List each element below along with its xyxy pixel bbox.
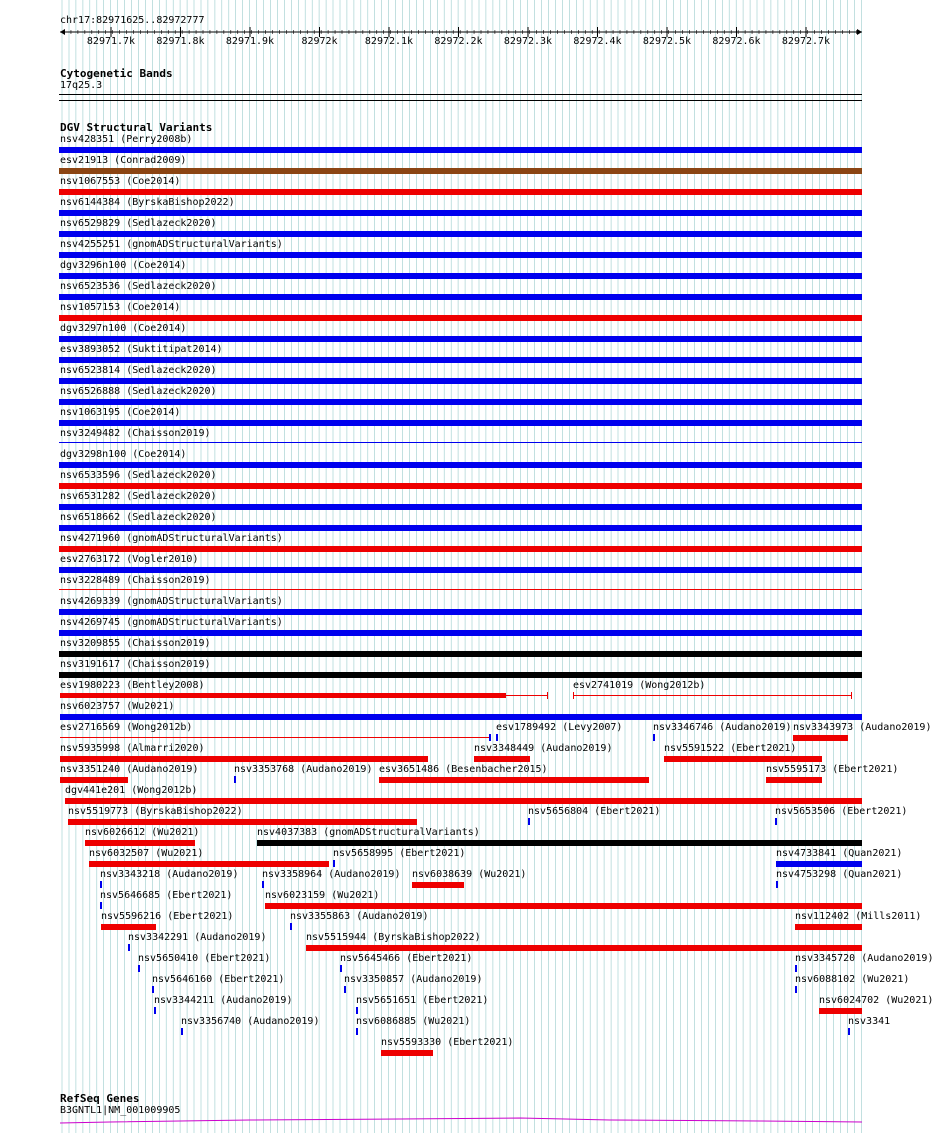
variant-label[interactable]: nsv3249482 (Chaisson2019) [60,428,211,439]
variant-bar[interactable] [290,923,292,930]
variant-label[interactable]: nsv428351 (Perry2008b) [60,134,193,145]
ruler-tick-label: 82971.8k [156,36,205,47]
variant-bar[interactable] [356,1028,358,1035]
variant-bar[interactable] [795,986,797,993]
variant-label[interactable]: nsv6038639 (Wu2021) [412,869,527,880]
variant-bar[interactable] [59,252,862,258]
variant-label[interactable]: dgv3297n100 (Coe2014) [60,323,187,334]
variant-label[interactable]: nsv4269745 (gnomADStructuralVariants) [60,617,283,628]
variant-bar[interactable] [101,924,156,930]
variant-bar[interactable] [59,357,862,363]
variant-bar[interactable] [100,881,102,888]
refseq-gene-model[interactable] [0,1115,890,1125]
variant-label[interactable]: nsv112402 (Mills2011) [795,911,922,922]
cytoband-label: 17q25.3 [60,80,103,91]
variant-label[interactable]: esv3893052 (Suktitipat2014) [60,344,223,355]
variant-label[interactable]: nsv1067553 (Coe2014) [60,176,181,187]
variant-bar[interactable] [59,378,862,384]
variant-bar[interactable] [234,776,236,783]
variant-label[interactable]: nsv6523814 (Sedlazeck2020) [60,365,217,376]
variant-bar[interactable] [793,735,848,741]
variant-label[interactable]: nsv3209855 (Chaisson2019) [60,638,211,649]
variant-bar[interactable] [59,336,862,342]
variant-label[interactable]: nsv5646685 (Ebert2021) [100,890,233,901]
variant-bar[interactable] [795,965,797,972]
variant-label[interactable]: esv1980223 (Bentley2008) [60,680,205,691]
variant-bar[interactable] [528,818,530,825]
variant-bar[interactable] [489,734,491,741]
variant-label[interactable]: nsv3353768 (Audano2019) [234,764,373,775]
variant-bar[interactable] [59,651,862,657]
track-divider [59,100,862,101]
variant-label[interactable]: nsv4037383 (gnomADStructuralVariants) [257,827,480,838]
ruler-tick-label: 82972.1k [364,36,414,47]
variant-bar[interactable] [128,944,130,951]
variant-bar[interactable] [848,1028,850,1035]
variant-label[interactable]: nsv3356740 (Audano2019) [181,1016,320,1027]
ruler-right-arrow [857,29,862,35]
refseq-gene-line [60,1118,862,1123]
variant-bar[interactable] [138,965,140,972]
variant-bar[interactable] [664,756,822,762]
variant-label[interactable]: nsv3355863 (Audano2019) [290,911,429,922]
variant-label[interactable]: nsv1063195 (Coe2014) [60,407,181,418]
variant-label[interactable]: nsv5935998 (Almarri2020) [60,743,205,754]
variant-bar[interactable] [181,1028,183,1035]
variant-bar[interactable] [59,525,862,531]
variant-label[interactable]: dgv3296n100 (Coe2014) [60,260,187,271]
variant-bar[interactable] [59,231,862,237]
variant-label[interactable]: nsv3343973 (Audano2019) [793,722,932,733]
variant-label[interactable]: nsv5595173 (Ebert2021) [766,764,899,775]
variant-bar[interactable] [154,1007,156,1014]
ruler-tick-label: 82972.5k [642,36,692,47]
variant-label[interactable]: nsv3342291 (Audano2019) [128,932,267,943]
variant-bar[interactable] [59,273,862,279]
variant-label[interactable]: nsv5656804 (Ebert2021) [528,806,661,817]
variant-bar[interactable] [59,462,862,468]
variant-bar[interactable] [59,399,862,405]
variant-label[interactable]: nsv4269339 (gnomADStructuralVariants) [60,596,283,607]
variant-bar[interactable] [60,777,128,783]
variant-label[interactable]: nsv3348449 (Audano2019) [474,743,613,754]
variant-bar[interactable] [59,147,862,153]
variant-bar[interactable] [795,924,862,930]
variant-label[interactable]: nsv4271960 (gnomADStructuralVariants) [60,533,283,544]
ruler-tick-label: 82972.2k [434,36,483,47]
variant-label[interactable]: nsv3341 [848,1016,891,1027]
variant-label[interactable]: nsv1057153 (Coe2014) [60,302,181,313]
variant-label[interactable]: nsv5651651 (Ebert2021) [356,995,489,1006]
variant-label[interactable]: nsv6026612 (Wu2021) [85,827,200,838]
ruler-tick-label: 82972k [301,36,338,47]
variant-bar[interactable] [59,315,862,321]
variant-bar[interactable] [379,777,649,783]
dgv-track-title[interactable]: DGV Structural Variants [60,121,213,134]
variant-bar[interactable] [775,818,777,825]
variant-bar[interactable] [333,860,335,867]
variant-bar[interactable] [89,861,329,867]
ruler-tick-label: 82972.7k [781,36,831,47]
variant-bar[interactable] [496,734,498,741]
coordinate-range: chr17:82971625..82972777 [60,15,205,26]
variant-bar[interactable] [59,504,862,510]
variant-label[interactable]: nsv5596216 (Ebert2021) [101,911,234,922]
variant-label[interactable]: nsv6023159 (Wu2021) [265,890,380,901]
variant-bar[interactable] [344,986,346,993]
ruler-tick-label: 82971.9k [225,36,275,47]
variant-label[interactable]: nsv5650410 (Ebert2021) [138,953,271,964]
variant-bar[interactable] [851,692,852,699]
variant-label[interactable]: nsv3358964 (Audano2019) [262,869,401,880]
variant-bar[interactable] [60,756,428,762]
variant-bar[interactable] [356,1007,358,1014]
variant-label[interactable]: nsv3191617 (Chaisson2019) [60,659,211,670]
variant-label[interactable]: nsv3351240 (Audano2019) [60,764,199,775]
variant-bar[interactable] [59,589,862,590]
variant-bar[interactable] [152,986,154,993]
variant-label[interactable]: nsv3228489 (Chaisson2019) [60,575,211,586]
refseq-gene-label[interactable]: B3GNTL1|NM_001009905 [60,1105,181,1116]
ruler-tick-label: 82972.6k [712,36,761,47]
variant-label[interactable]: nsv3350857 (Audano2019) [344,974,483,985]
variant-bar[interactable] [59,168,862,174]
variant-label[interactable]: nsv6032507 (Wu2021) [89,848,204,859]
variant-label[interactable]: esv21913 (Conrad2009) [60,155,187,166]
variant-bar[interactable] [85,840,195,846]
variant-bar[interactable] [265,903,862,909]
ruler-tick-label: 82972.3k [503,36,553,47]
variant-label[interactable]: nsv6086885 (Wu2021) [356,1016,471,1027]
variant-label[interactable]: nsv6529829 (Sedlazeck2020) [60,218,217,229]
variant-bar[interactable] [59,294,862,300]
ruler-tick-label: 82972.4k [573,36,622,47]
variant-bar[interactable] [59,189,862,195]
variant-bar[interactable] [819,1008,862,1014]
cytoband-ideogram[interactable] [59,94,862,95]
variant-label[interactable]: nsv6518662 (Sedlazeck2020) [60,512,217,523]
variant-bar[interactable] [766,777,822,783]
variant-label[interactable]: esv1789492 (Levy2007) [496,722,623,733]
variant-bar[interactable] [68,819,417,825]
variant-label[interactable]: nsv6531282 (Sedlazeck2020) [60,491,217,502]
variant-bar[interactable] [65,798,862,804]
variant-label[interactable]: nsv5591522 (Ebert2021) [664,743,797,754]
variant-label[interactable]: nsv4255251 (gnomADStructuralVariants) [60,239,283,250]
variant-bar[interactable] [547,692,548,699]
variant-label[interactable]: esv2741019 (Wong2012b) [573,680,706,691]
variant-bar[interactable] [59,609,862,615]
variant-label[interactable]: dgv441e201 (Wong2012b) [65,785,198,796]
coordinate-ruler[interactable] [0,24,890,48]
variant-bar[interactable] [59,567,862,573]
variant-label[interactable]: nsv5519773 (ByrskaBishop2022) [68,806,243,817]
variant-label[interactable]: nsv6088102 (Wu2021) [795,974,910,985]
variant-label[interactable]: nsv3344211 (Audano2019) [154,995,293,1006]
variant-label[interactable]: nsv3345720 (Audano2019) [795,953,933,964]
variant-label[interactable]: nsv6023757 (Wu2021) [60,701,175,712]
variant-label[interactable]: esv2716569 (Wong2012b) [60,722,193,733]
variant-label[interactable]: nsv5658995 (Ebert2021) [333,848,466,859]
variant-bar[interactable] [59,483,862,489]
variant-label[interactable]: nsv5515944 (ByrskaBishop2022) [306,932,481,943]
variant-label[interactable]: nsv5593330 (Ebert2021) [381,1037,514,1048]
variant-bar[interactable] [59,672,862,678]
variant-bar[interactable] [59,546,862,552]
refseq-track-title[interactable]: RefSeq Genes [60,1092,140,1105]
variant-bar[interactable] [60,714,862,720]
ruler-tick-label: 82971.7k [86,36,136,47]
variant-label[interactable]: nsv6024702 (Wu2021) [819,995,933,1006]
variant-bar[interactable] [506,695,548,696]
variant-bar[interactable] [257,840,862,846]
variant-bar[interactable] [776,861,862,867]
variant-bar[interactable] [59,442,862,443]
variant-bar[interactable] [776,881,778,888]
variant-bar[interactable] [573,695,852,696]
variant-bar[interactable] [262,881,264,888]
variant-bar[interactable] [59,630,862,636]
variant-bar[interactable] [653,734,655,741]
variant-label[interactable]: nsv6533596 (Sedlazeck2020) [60,470,217,481]
variant-bar[interactable] [59,420,862,426]
variant-label[interactable]: nsv5645466 (Ebert2021) [340,953,473,964]
variant-label[interactable]: dgv3298n100 (Coe2014) [60,449,187,460]
variant-label[interactable]: nsv3343218 (Audano2019) [100,869,239,880]
variant-bar[interactable] [573,692,574,699]
variant-bar[interactable] [381,1050,433,1056]
variant-label[interactable]: nsv3346746 (Audano2019) [653,722,792,733]
variant-label[interactable]: nsv5653506 (Ebert2021) [775,806,908,817]
variant-bar[interactable] [60,737,490,738]
variant-bar[interactable] [412,882,464,888]
variant-label[interactable]: nsv5646160 (Ebert2021) [152,974,285,985]
variant-bar[interactable] [59,210,862,216]
cytoband-track-title[interactable]: Cytogenetic Bands [60,67,173,80]
variant-bar[interactable] [306,945,862,951]
variant-bar[interactable] [100,902,102,909]
variant-label[interactable]: nsv6526888 (Sedlazeck2020) [60,386,217,397]
variant-bar[interactable] [60,693,506,698]
variant-label[interactable]: nsv6144384 (ByrskaBishop2022) [60,197,235,208]
variant-label[interactable]: nsv4733841 (Quan2021) [776,848,903,859]
variant-label[interactable]: esv2763172 (Vogler2010) [60,554,199,565]
variant-bar[interactable] [474,756,530,762]
variant-label[interactable]: nsv4753298 (Quan2021) [776,869,903,880]
variant-label[interactable]: nsv6523536 (Sedlazeck2020) [60,281,217,292]
variant-label[interactable]: esv3651486 (Besenbacher2015) [379,764,548,775]
variant-bar[interactable] [340,965,342,972]
